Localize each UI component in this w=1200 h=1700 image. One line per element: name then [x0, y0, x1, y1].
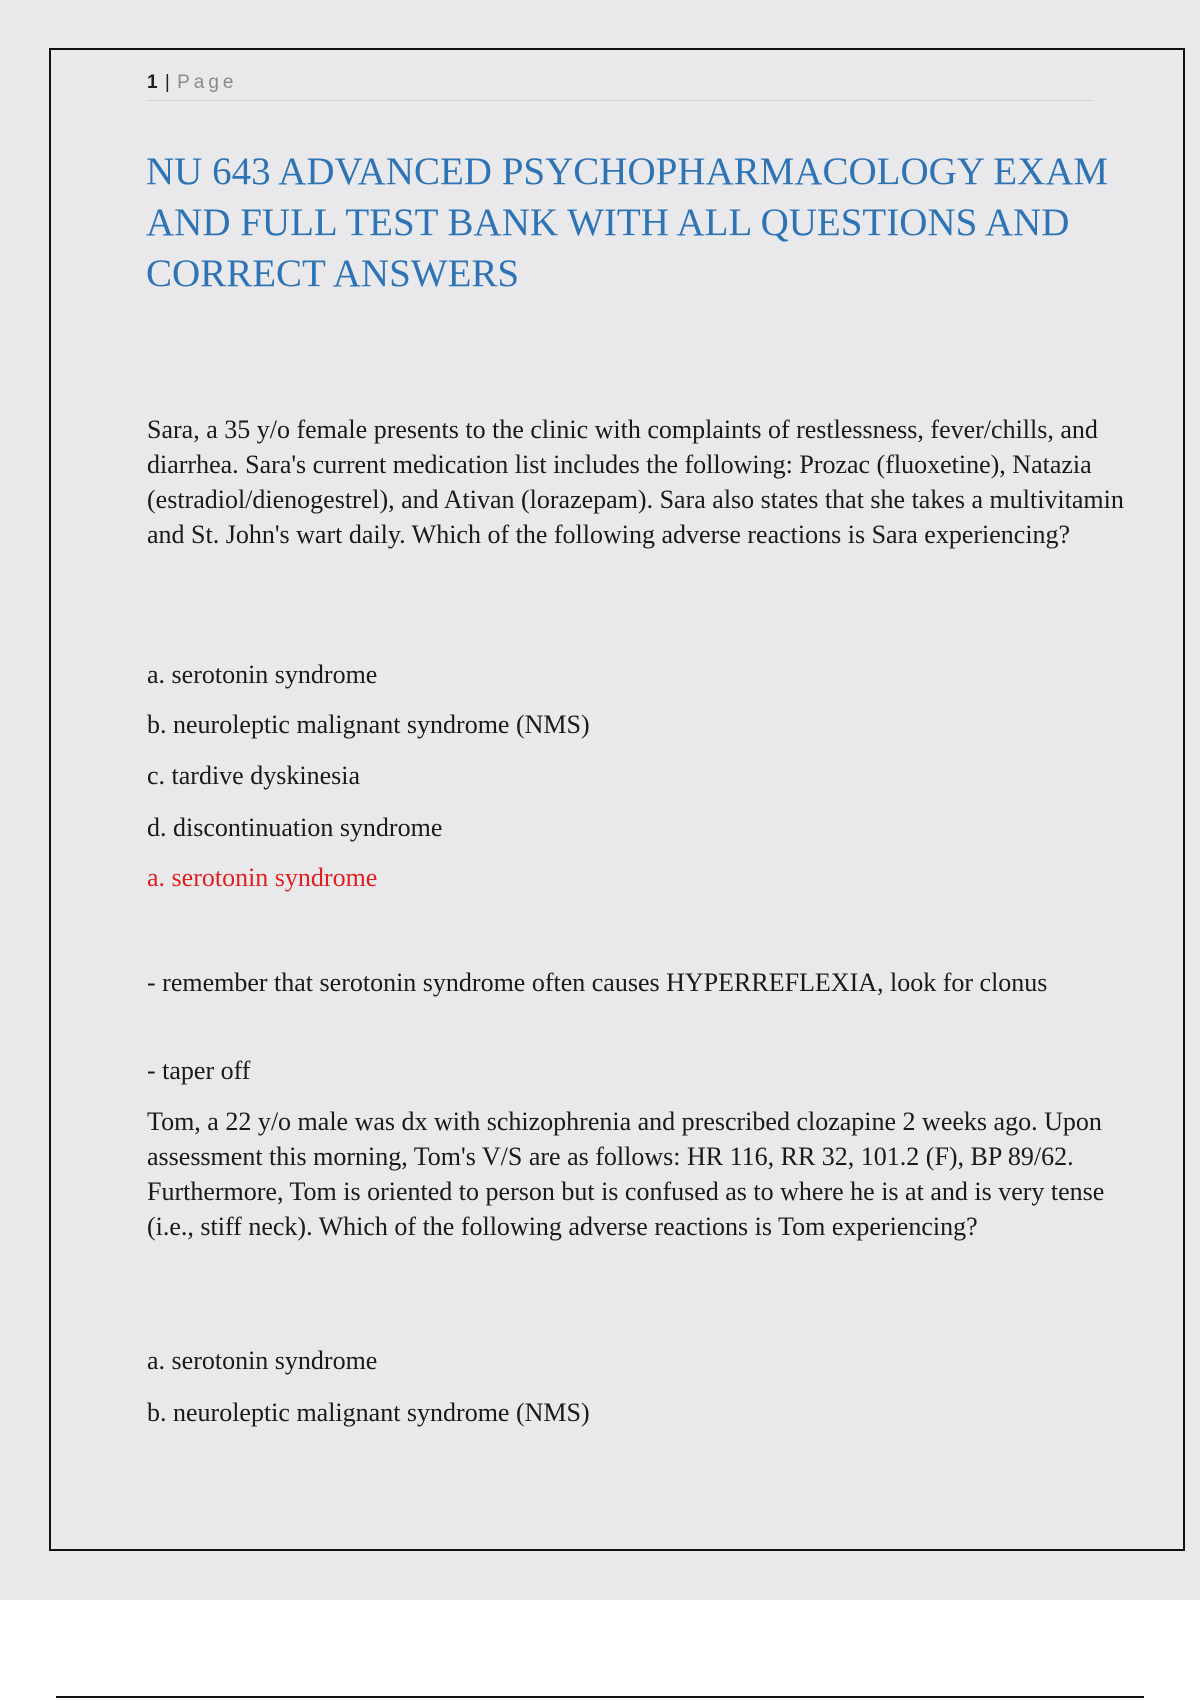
document-title: NU 643 ADVANCED PSYCHOPHARMACOLOGY EXAM AND FULL TEST BANK WITH ALL QUESTIONS AND CORRECT ANSWERS [146, 150, 1109, 295]
question-2-stem: Tom, a 22 y/o male was dx with schizophrenia and prescribed clozapine 2 weeks ago. Upon assessment this morning, Tom's V/S are as follows: HR 116, RR 32, 101.2 (F), BP 89/62. Furthermore, Tom is oriented to person but is confused as to where he is at and is very tense (i.e., stiff neck). Which of the following adverse reactions is Tom experiencing? [147, 1107, 1105, 1241]
question-2-option-a: a. serotonin syndrome [147, 1346, 378, 1375]
page-number: 1 [147, 72, 158, 93]
question-1-note-1: - remember that serotonin syndrome often causes HYPERREFLEXIA, look for clonus [147, 968, 1048, 997]
question-1-note-2: - taper off [147, 1056, 251, 1085]
question-1-stem: Sara, a 35 y/o female presents to the clinic with complaints of restlessness, fever/chills, and diarrhea. Sara's current medication list includes the following: Prozac (fluoxetine), Natazia (estradiol/dienogestrel), and Ativan (lorazepam). Sara also states that she takes a multivitamin and St. John's wart daily. Which of the following adverse reactions is Sara experiencing? [147, 415, 1124, 549]
header-separator: | [164, 72, 170, 93]
next-page-rule [56, 1696, 1144, 1698]
question-1-option-a: a. serotonin syndrome [147, 660, 378, 689]
question-1-option-d: d. discontinuation syndrome [147, 813, 443, 842]
question-1-option-b: b. neuroleptic malignant syndrome (NMS) [147, 710, 590, 739]
question-2-option-b: b. neuroleptic malignant syndrome (NMS) [147, 1398, 590, 1427]
page-label: Page [177, 72, 238, 93]
question-1-correct-answer: a. serotonin syndrome [147, 863, 378, 892]
page-header [147, 72, 1093, 101]
page-frame [49, 48, 1185, 1551]
question-1-option-c: c. tardive dyskinesia [147, 761, 360, 790]
